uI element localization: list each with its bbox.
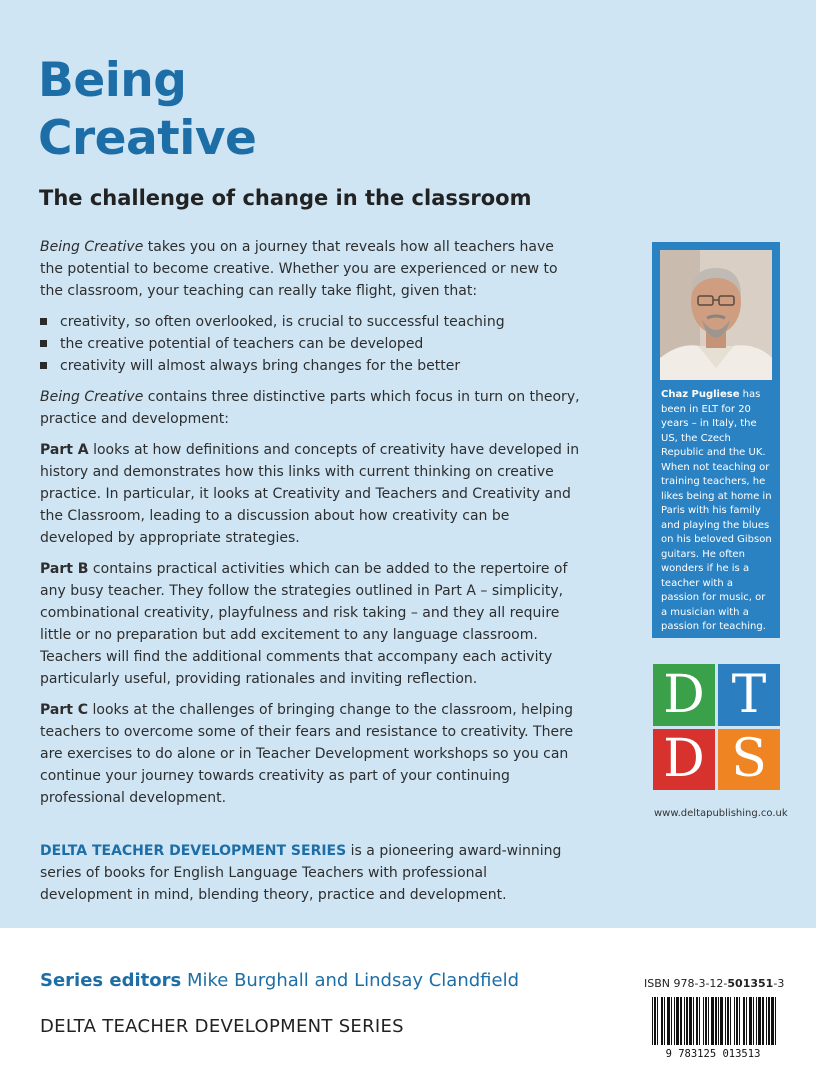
logo-cell-d1: D — [653, 664, 715, 726]
part-c-label: Part C — [40, 702, 89, 718]
barcode-bar — [758, 997, 761, 1045]
part-a-paragraph — [40, 439, 580, 549]
barcode-bar — [756, 997, 757, 1045]
barcode-bar — [720, 997, 723, 1045]
part-a-text: looks at how definitions and concepts of creativity have developed in history and demonstrates how this links with current thinking on creative practice. In particular, it looks at Creativity and Teachers and Creativity and the Classroom, leading to a discussion about how creativity can be developed by appropriate strategies. — [40, 442, 580, 546]
part-b-text: contains practical activities which can be added to the repertoire of any busy teacher. They follow the strategies outlined in Part A – simplicity, combinational creativity, playfulness and risk taking – and they all require little or no preparation but add excitement to any language classroom. Teachers will find the additional comments that accompany each activity particularly useful, providing rationales and inviting reflection. — [40, 561, 568, 687]
intro-text: takes you on a journey that reveals how all teachers have the potential to become creative. Whether you are experienced or new to the classroom, your teaching can really take flight, given that: — [40, 239, 558, 299]
part-a-label: Part A — [40, 442, 89, 458]
barcode-bar — [689, 997, 692, 1045]
barcode-bar — [725, 997, 726, 1045]
barcode-bar — [768, 997, 770, 1045]
barcode-bar — [652, 997, 653, 1045]
parts-book-name: Being Creative — [40, 389, 144, 405]
author-bio — [661, 388, 773, 635]
barcode-digits: 9 783125 013513 — [665, 1048, 761, 1059]
bullet-square-icon — [40, 362, 47, 369]
barcode-bar — [699, 997, 700, 1045]
barcode-bar — [743, 997, 745, 1045]
barcode-bar — [739, 997, 740, 1045]
benefit-text: creativity will almost always bring changes for the better — [60, 358, 461, 374]
logo-cell-d2: D — [653, 729, 715, 791]
barcode-bar — [736, 997, 738, 1045]
barcode-bar — [715, 997, 717, 1045]
benefit-item — [40, 311, 580, 333]
barcode-bar — [684, 997, 685, 1045]
editors-names: Mike Burghall and Lindsay Clandfield — [181, 970, 519, 991]
barcode-bar — [703, 997, 704, 1045]
author-name: Chaz Pugliese — [661, 389, 740, 400]
isbn-suffix: -3 — [773, 977, 785, 990]
book-title — [38, 52, 256, 168]
series-blurb-name: DELTA TEACHER DEVELOPMENT SERIES — [40, 843, 347, 859]
book-subtitle: The challenge of change in the classroom — [39, 186, 532, 210]
part-b-paragraph — [40, 558, 580, 690]
barcode-bar — [657, 997, 658, 1045]
isbn-bold: 501351 — [727, 977, 774, 990]
author-portrait-image — [660, 250, 772, 380]
author-panel — [652, 242, 780, 638]
barcode-bar — [727, 997, 729, 1045]
editors-label: Series editors — [40, 970, 182, 991]
barcode-bar — [746, 997, 747, 1045]
barcode-bar — [762, 997, 764, 1045]
logo-cell-t: T — [718, 664, 780, 726]
barcode-bar — [661, 997, 663, 1045]
barcode-bar — [667, 997, 670, 1045]
benefit-item — [40, 333, 580, 355]
series-blurb-text: is a pioneering award-winning series of books for English Language Teachers with professional development in mind, blending theory, practice and development. — [40, 843, 562, 903]
part-b-label: Part B — [40, 561, 89, 577]
barcode-bar — [674, 997, 675, 1045]
isbn-label — [644, 977, 784, 990]
benefit-item — [40, 355, 580, 377]
author-photo — [660, 250, 772, 380]
intro-paragraph — [40, 236, 580, 302]
parts-intro-text: contains three distinctive parts which focus in turn on theory, practice and development: — [40, 389, 580, 427]
barcode-bar — [696, 997, 698, 1045]
parts-intro-paragraph — [40, 386, 580, 430]
dtds-logo — [653, 664, 780, 790]
barcode-bar — [711, 997, 714, 1045]
benefit-text: creativity, so often overlooked, is crucial to successful teaching — [60, 314, 505, 330]
part-c-text: looks at the challenges of bringing change to the classroom, helping teachers to overcome some of their fears and resistance to creativity. There are exercises to do alone or in Teacher Development workshops so you can continue your journey towards creativity as part of your continuing professional development. — [40, 702, 574, 806]
logo-cell-s: S — [718, 729, 780, 791]
barcode-bar — [680, 997, 682, 1045]
barcode-bar — [693, 997, 694, 1045]
barcode-bar — [766, 997, 767, 1045]
barcode-bar — [734, 997, 735, 1045]
barcode-bar — [775, 997, 776, 1045]
part-c-paragraph — [40, 699, 580, 809]
barcode-bar — [676, 997, 679, 1045]
barcode-bar — [705, 997, 707, 1045]
barcode-bar — [671, 997, 672, 1045]
benefit-text: the creative potential of teachers can be developed — [60, 336, 424, 352]
title-line-1: Being — [38, 53, 187, 108]
barcode — [644, 995, 782, 1059]
title-line-2: Creative — [38, 111, 257, 166]
barcode-bar — [753, 997, 754, 1045]
barcode-bar — [664, 997, 665, 1045]
barcode-bar — [749, 997, 752, 1045]
barcode-bar — [708, 997, 709, 1045]
barcode-bars — [652, 997, 776, 1045]
barcode-bar — [654, 997, 656, 1045]
series-description — [40, 840, 580, 906]
barcode-bar — [730, 997, 731, 1045]
blurb-body — [40, 236, 580, 818]
intro-book-name: Being Creative — [40, 239, 144, 255]
barcode-bar — [771, 997, 774, 1045]
benefit-list — [40, 311, 580, 377]
series-name: DELTA TEACHER DEVELOPMENT SERIES — [40, 1016, 404, 1037]
author-bio-text: has been in ELT for 20 years – in Italy, the US, the Czech Republic and the UK. When not teaching or training teachers, he likes being at home in Paris with his family and playing the blues on his beloved Gibson guitars. He often wonders if he is a teacher with a passion for music, or a musician with a passion for teaching. — [661, 389, 772, 632]
series-editors — [40, 970, 519, 991]
barcode-bar — [686, 997, 688, 1045]
isbn-prefix: ISBN 978-3-12- — [644, 977, 728, 990]
barcode-bar — [718, 997, 719, 1045]
publisher-website: www.deltapublishing.co.uk — [654, 808, 788, 819]
bullet-square-icon — [40, 318, 47, 325]
bullet-square-icon — [40, 340, 47, 347]
